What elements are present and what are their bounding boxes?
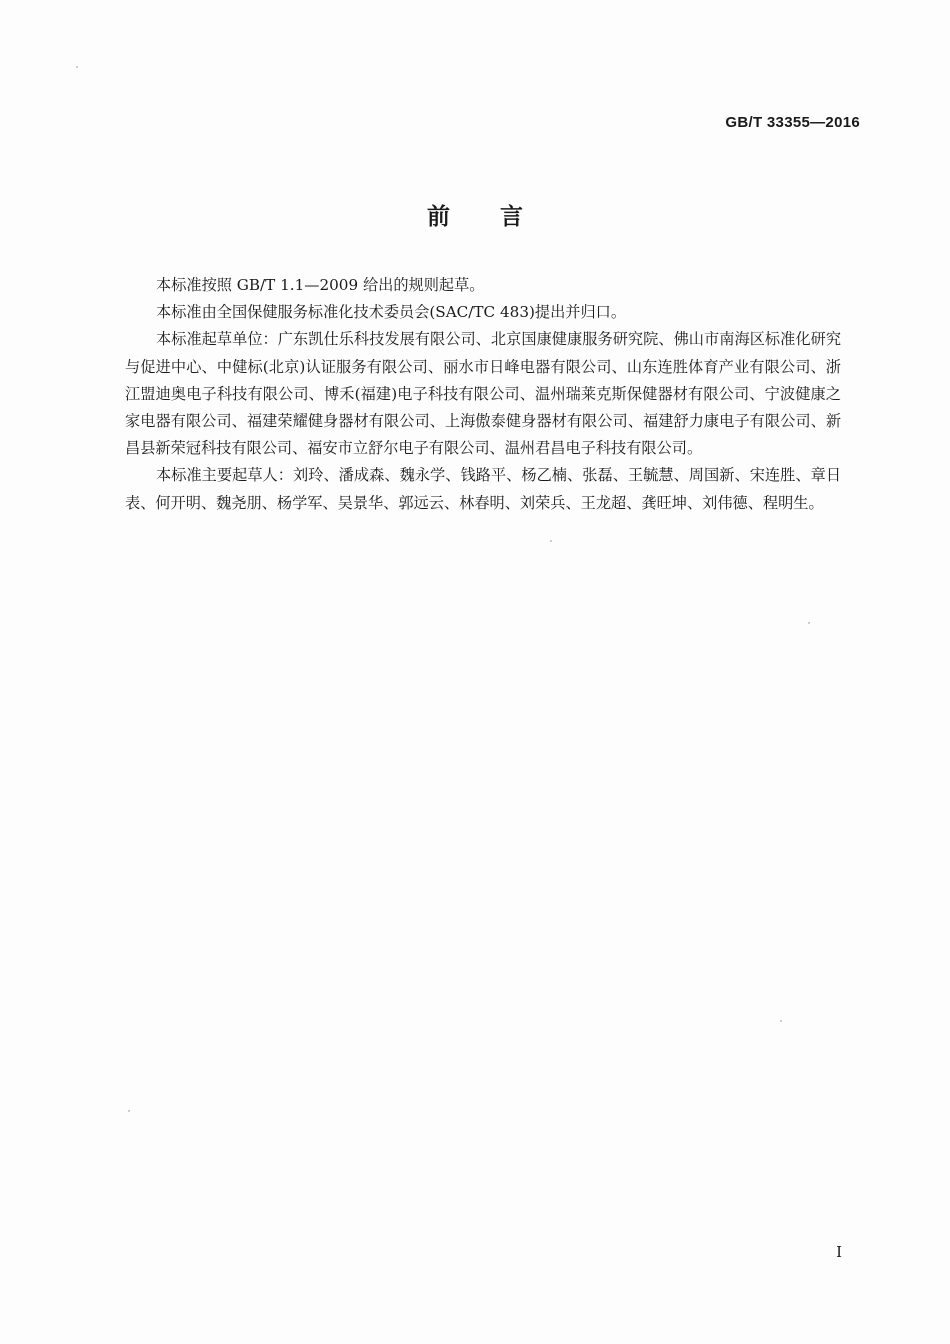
preface-body [125, 272, 841, 517]
paragraph-drafters: 本标准主要起草人：刘玲、潘成森、魏永学、钱路平、杨乙楠、张磊、王毓慧、周国新、宋连胜、章日表、何开明、魏尧朋、杨学军、吴景华、郭远云、林春明、刘荣兵、王龙超、龚旺坤、刘伟德、程明生。 [125, 466, 841, 512]
scan-speck [550, 540, 552, 542]
scan-speck [780, 1020, 782, 1022]
paragraph-drafting-rules: 本标准按照 GB/T 1.1—2009 给出的规则起草。 [156, 276, 485, 294]
standard-code: GB/T 33355—2016 [725, 114, 860, 131]
scan-speck [128, 1110, 130, 1112]
paragraph-drafting-units: 本标准起草单位：广东凯仕乐科技发展有限公司、北京国康健康服务研究院、佛山市南海区标准化研究与促进中心、中健标(北京)认证服务有限公司、丽水市日峰电器有限公司、山东连胜体育产业有限公司、浙江盟迪奥电子科技有限公司、博禾(福建)电子科技有限公司、温州瑞莱克斯保健器材有限公司、宁波健康之家电器有限公司、福建荣耀健身器材有限公司、上海傲泰健身器材有限公司、福建舒力康电子有限公司、新昌县新荣冠科技有限公司、福安市立舒尔电子有限公司、温州君昌电子科技有限公司。 [125, 330, 841, 458]
scan-speck [76, 66, 78, 68]
page-number: I [836, 1243, 842, 1261]
page-title: 前言 [427, 204, 573, 230]
paragraph-proposer: 本标准由全国保健服务标准化技术委员会(SAC/TC 483)提出并归口。 [156, 303, 627, 322]
scan-speck [808, 622, 810, 624]
